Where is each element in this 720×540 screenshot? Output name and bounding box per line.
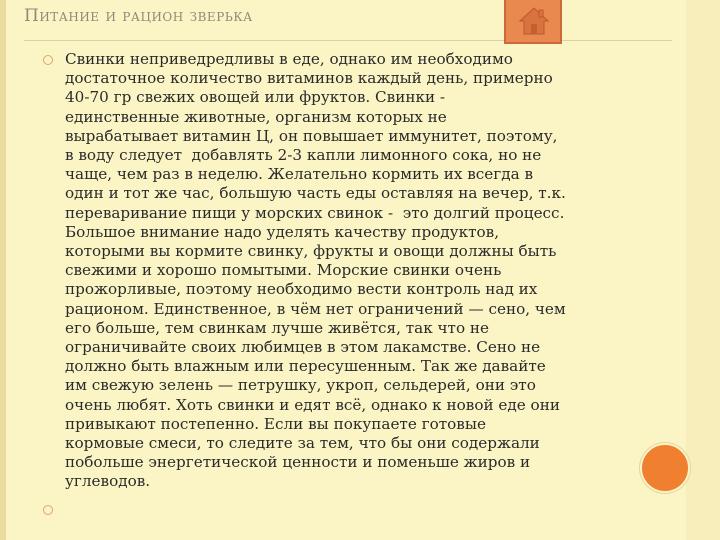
bullet-ring-icon <box>43 505 53 515</box>
slide-frame-right <box>686 0 720 540</box>
home-button[interactable] <box>504 0 562 44</box>
bullet-ring-icon <box>43 55 53 65</box>
decorative-orange-circle <box>640 443 690 493</box>
slide-title: Питание и рацион зверька <box>24 6 253 26</box>
slide-frame-left <box>0 0 6 540</box>
slide-body-text: Свинки неприведредливы в еде, однако им необходимо достаточное количество витаминов каждый день, примерно 40-70 гр свежих овощей или фруктов. Свинки - единственные животные, организм которых не вырабатывает витамин Ц, он повышает иммунитет, поэтому, в воду следует добавлять 2-3 капли лимонного сока, но не чаще, чем раз в неделю. Желательно кормить их всегда в один и тот же час, большую часть еды оставляя на вечер, т.к. переваривание пищи у морских свинок - это долгий процесс. Большое внимание надо уделять качеству продуктов, которыми вы кормите свинку, фрукты и овощи должны быть свежими и хорошо помытыми. Морские свинки очень прожорливые, поэтому необходимо вести контроль над их рационом. Единственное, в чём нет ограничений — сено, чем его больше, тем свинкам лучше живётся, так что не ограничивайте своих любимцев в этом лакамстве. Сено не должно быть влажным или пересушенным. Так же давайте им свежую зелень — петрушку, укроп, сельдерей, они это очень любят. Хоть свинки и едят всё, однако к новой еде они привыкают постепенно. Если вы покупаете готовые кормовые смеси, то следите за тем, что бы они содержали побольше энергетической ценности и поменьше жиров и углеводов. <box>65 50 566 491</box>
title-divider <box>24 40 672 41</box>
home-icon <box>519 6 549 36</box>
